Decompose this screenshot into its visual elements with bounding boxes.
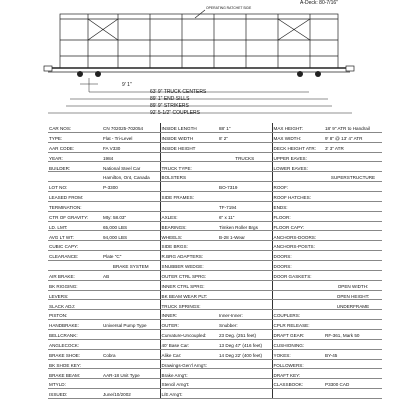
spec-cell: 65,000 LBS xyxy=(102,221,160,231)
spec-cell: MTYLD: xyxy=(48,379,102,389)
spec-cell: DRAFT GEAR: xyxy=(272,330,324,340)
dim-truck-centers: 63' 9" TRUCK CENTERS xyxy=(150,89,207,95)
spec-cell xyxy=(48,172,102,182)
spec-cell: 14 Deg 22' (400 feet) xyxy=(218,349,272,359)
spec-cell: TERMINATION: xyxy=(48,201,102,211)
spec-cell xyxy=(324,162,382,172)
spec-cell: FOLLOWERS: xyxy=(272,359,324,369)
spec-cell xyxy=(324,251,382,261)
spec-cell: P3300 CAD xyxy=(324,379,382,389)
spec-cell: BELLCRANK: xyxy=(48,330,102,340)
spec-cell xyxy=(102,359,160,369)
spec-cell xyxy=(324,310,382,320)
spec-cell xyxy=(102,310,160,320)
spec-cell xyxy=(102,192,160,202)
spec-row xyxy=(48,152,382,162)
spec-cell: RF-361, Mark 50 xyxy=(324,330,382,340)
spec-row xyxy=(48,142,382,152)
spec-cell: UPPER EAVES: xyxy=(272,152,324,162)
spec-cell xyxy=(218,172,272,182)
spec-cell: ANCHORS-POSTS: xyxy=(272,241,324,251)
spec-cell xyxy=(272,389,324,399)
spec-cell xyxy=(324,389,382,399)
spec-row xyxy=(48,359,382,369)
spec-cell: OUTER: xyxy=(160,320,218,330)
spec-cell: Plate "C" xyxy=(102,251,160,261)
spec-cell xyxy=(272,290,324,300)
spec-cell: OPEN WIDTH: xyxy=(324,280,382,290)
header-notes xyxy=(300,0,380,6)
spec-cell xyxy=(324,270,382,280)
spec-row xyxy=(48,162,382,172)
spec-cell: Inner-Inner: xyxy=(218,310,272,320)
spec-cell xyxy=(102,300,160,310)
spec-cell: BUILDER: xyxy=(48,162,102,172)
spec-cell: Cobra xyxy=(102,349,160,359)
spec-cell: HANDBRAKE: xyxy=(48,320,102,330)
spec-cell: LEVERS: xyxy=(48,290,102,300)
spec-cell: AAR CODE: xyxy=(48,142,102,152)
spec-row xyxy=(48,369,382,379)
spec-cell xyxy=(272,172,324,182)
spec-cell: CN 702025-702054 xyxy=(102,123,160,132)
spec-cell: 6" x 11" xyxy=(218,211,272,221)
spec-cell xyxy=(218,162,272,172)
spec-cell: Timken Roller Brgs xyxy=(218,221,272,231)
spec-cell xyxy=(102,379,160,389)
spec-cell: Mty: 58.03" xyxy=(102,211,160,221)
spec-cell: June/10/2002 xyxy=(102,389,160,399)
spec-cell: SUPERSTRUCTURE xyxy=(324,172,382,182)
spec-row xyxy=(48,339,382,349)
callout-label: OPERATING RATCHET SIDE xyxy=(206,6,252,10)
spec-cell: SLACK ADJ: xyxy=(48,300,102,310)
spec-cell: CPLR RELEASE: xyxy=(272,320,324,330)
spec-cell: TYPE: xyxy=(48,132,102,142)
spec-cell xyxy=(218,359,272,369)
spec-cell: DOORS: xyxy=(272,261,324,271)
dim-end-sills: 89' 1" END SILLS xyxy=(150,96,190,102)
spec-cell xyxy=(218,142,272,152)
spec-cell xyxy=(102,339,160,349)
spec-row xyxy=(48,330,382,340)
spec-cell: PISTON: xyxy=(48,310,102,320)
spec-cell xyxy=(102,290,160,300)
spec-cell: AAR-18 Unit Type xyxy=(102,369,160,379)
spec-row xyxy=(48,379,382,389)
spec-cell xyxy=(218,192,272,202)
spec-row xyxy=(48,132,382,142)
spec-cell: MAX HEIGHT: xyxy=(272,123,324,132)
spec-cell: 23 Deg. (251 feet) xyxy=(218,330,272,340)
spec-row xyxy=(48,221,382,231)
spec-cell: ROOF: xyxy=(272,182,324,192)
spec-cell: 40' Base Car: xyxy=(160,339,218,349)
spec-cell xyxy=(272,300,324,310)
spec-cell xyxy=(160,201,218,211)
spec-cell xyxy=(324,201,382,211)
spec-cell: Hamilton, Ont, Canada xyxy=(102,172,160,182)
dim-couplers: 92' 5-1/2" COUPLERS xyxy=(150,110,200,116)
spec-cell: COUPLERS: xyxy=(272,310,324,320)
spec-cell: CLASSBOOK: xyxy=(272,379,324,389)
spec-cell: SIDE FRAMES: xyxy=(160,192,218,202)
spec-cell xyxy=(102,280,160,290)
spec-cell xyxy=(218,270,272,280)
spec-cell: LEASED FROM: xyxy=(48,192,102,202)
spec-row xyxy=(48,211,382,221)
spec-cell: FLOOR CAPY: xyxy=(272,221,324,231)
spec-cell xyxy=(218,251,272,261)
spec-row xyxy=(48,310,382,320)
spec-cell xyxy=(324,320,382,330)
spec-row xyxy=(48,300,382,310)
spec-cell: 94,000 LBS xyxy=(102,231,160,241)
spec-row xyxy=(48,251,382,261)
spec-cell: AXLES: xyxy=(160,211,218,221)
spec-cell xyxy=(218,261,272,271)
spec-cell xyxy=(324,182,382,192)
spec-cell: 88' 1" xyxy=(218,123,272,132)
spec-cell: Curvature-Uncoupled: xyxy=(160,330,218,340)
spec-cell xyxy=(102,330,160,340)
car-side-elevation-drawing xyxy=(0,0,400,122)
spec-cell: 1984 xyxy=(102,152,160,162)
spec-cell xyxy=(218,241,272,251)
spec-cell xyxy=(324,261,382,271)
spec-row xyxy=(48,290,382,300)
spec-cell: Brake Arng't: xyxy=(160,369,218,379)
spec-cell: CUBIC CAPY: xyxy=(48,241,102,251)
spec-cell: YEAR: xyxy=(48,152,102,162)
spec-cell: ANCHORS-DOORS: xyxy=(272,231,324,241)
spec-cell: ISSUED: xyxy=(48,389,102,399)
spec-cell xyxy=(218,280,272,290)
spec-cell: 3' 3" ATR xyxy=(324,142,382,152)
spec-cell: 18' 9" ATR to Handrail xyxy=(324,123,382,132)
dim-strikers: 89' 9" STRIKERS xyxy=(150,103,189,109)
spec-cell: P-3300 xyxy=(102,182,160,192)
spec-cell xyxy=(218,379,272,389)
spec-table xyxy=(48,123,382,399)
spec-cell xyxy=(102,201,160,211)
spec-cell: BK SHOE KEY: xyxy=(48,359,102,369)
spec-cell: TRUCK SPRINGS: xyxy=(160,300,218,310)
spec-cell: Flat - Tri-Level xyxy=(102,132,160,142)
spec-cell: Stencil Arng't: xyxy=(160,379,218,389)
spec-cell: BK BEAM WEAR PLT: xyxy=(160,290,218,300)
spec-row xyxy=(48,231,382,241)
spec-cell: OUTER CTRL SPRG: xyxy=(160,270,218,280)
spec-cell: BEARINGS: xyxy=(160,221,218,231)
spec-cell: 13 Deg 47' (416 feet) xyxy=(218,339,272,349)
spec-cell xyxy=(324,192,382,202)
spec-cell xyxy=(324,221,382,231)
spec-cell: AVG LT WT: xyxy=(48,231,102,241)
spec-cell: 9' 8" @ 13' 4" ATR xyxy=(324,132,382,142)
spec-cell: AB xyxy=(102,270,160,280)
spec-cell: SIDE BRGS: xyxy=(160,241,218,251)
spec-row xyxy=(48,349,382,359)
spec-cell: LOWER EAVES: xyxy=(272,162,324,172)
spec-cell: DECK HEIGHT ATR: xyxy=(272,142,324,152)
spec-cell: CUSHIONING: xyxy=(272,339,324,349)
spec-cell: BO-7319 xyxy=(218,182,272,192)
header-line-2: A-Deck: 80-7/16" xyxy=(300,0,338,6)
spec-cell: ROOF HATCHES: xyxy=(272,192,324,202)
spec-cell xyxy=(272,280,324,290)
spec-cell xyxy=(324,241,382,251)
spec-row xyxy=(48,389,382,399)
spec-cell: MAX WIDTH: xyxy=(272,132,324,142)
spec-row xyxy=(48,172,382,182)
spec-row xyxy=(48,182,382,192)
spec-cell xyxy=(218,290,272,300)
spec-cell: B-28 1-Wear xyxy=(218,231,272,241)
spec-cell xyxy=(324,359,382,369)
spec-cell: BRAKE SHOE: xyxy=(48,349,102,359)
spec-cell: INNER: xyxy=(160,310,218,320)
spec-cell: SNUBBER WEDGE: xyxy=(160,261,218,271)
spec-row xyxy=(48,201,382,211)
spec-cell: TF-7194 xyxy=(218,201,272,211)
spec-row xyxy=(48,241,382,251)
spec-cell: TRUCKS xyxy=(218,152,272,162)
spec-cell: OPEN HEIGHT: xyxy=(324,290,382,300)
spec-cell: CTR OF GRAVITY: xyxy=(48,211,102,221)
spec-cell xyxy=(218,369,272,379)
spec-cell: BRAKE SYSTEM xyxy=(102,261,160,271)
spec-cell: FA V330 xyxy=(102,142,160,152)
spec-row xyxy=(48,280,382,290)
spec-cell: DRAFT KEY: xyxy=(272,369,324,379)
spec-cell: Universal Pump Type xyxy=(102,320,160,330)
spec-cell: Drawings-Gen'l Arng't: xyxy=(160,359,218,369)
spec-row xyxy=(48,261,382,271)
spec-cell xyxy=(218,389,272,399)
spec-cell xyxy=(324,152,382,162)
spec-cell xyxy=(48,261,102,271)
spec-cell: Snubber: xyxy=(218,320,272,330)
spec-cell: INNER CTRL SPRG: xyxy=(160,280,218,290)
spec-sheet xyxy=(48,123,382,400)
spec-cell xyxy=(324,211,382,221)
dim-wheelbase: 9' 1" xyxy=(122,82,132,88)
spec-cell: Alike Car: xyxy=(160,349,218,359)
spec-cell: L/E Arng't: xyxy=(160,389,218,399)
spec-cell xyxy=(160,182,218,192)
spec-cell: UNDERFRAME xyxy=(324,300,382,310)
spec-cell: WHEELS: xyxy=(160,231,218,241)
spec-row xyxy=(48,320,382,330)
spec-row xyxy=(48,270,382,280)
spec-cell xyxy=(324,339,382,349)
spec-cell: 8' 2" xyxy=(218,132,272,142)
spec-cell: CLEARANCE: xyxy=(48,251,102,261)
spec-cell: BRAKE BEAM: xyxy=(48,369,102,379)
spec-cell: BY-45 xyxy=(324,349,382,359)
spec-cell: DOORS: xyxy=(272,251,324,261)
spec-cell: FLOOR: xyxy=(272,211,324,221)
spec-cell: LD. LMT: xyxy=(48,221,102,231)
spec-cell: LOT NO: xyxy=(48,182,102,192)
spec-row xyxy=(48,123,382,132)
spec-cell xyxy=(324,369,382,379)
spec-cell: BOLSTERS xyxy=(160,172,218,182)
spec-cell: ANGLECOCK: xyxy=(48,339,102,349)
spec-cell xyxy=(160,152,218,162)
spec-cell xyxy=(218,300,272,310)
spec-cell: YOKES: xyxy=(272,349,324,359)
spec-cell: CAR NOS: xyxy=(48,123,102,132)
spec-cell: INSIDE LENGTH xyxy=(160,123,218,132)
spec-cell: INSIDE HEIGHT xyxy=(160,142,218,152)
spec-row xyxy=(48,192,382,202)
spec-cell: BK RIGGING: xyxy=(48,280,102,290)
spec-cell: AIR BRAKE: xyxy=(48,270,102,280)
spec-cell: National Steel Car xyxy=(102,162,160,172)
spec-cell: INSIDE WIDTH xyxy=(160,132,218,142)
spec-cell: ENDS: xyxy=(272,201,324,211)
spec-cell: R.BRG ADAPTERS: xyxy=(160,251,218,261)
spec-cell xyxy=(324,231,382,241)
spec-cell xyxy=(102,241,160,251)
spec-cell: TRUCK TYPE: xyxy=(160,162,218,172)
spec-cell: DOOR GASKETS: xyxy=(272,270,324,280)
